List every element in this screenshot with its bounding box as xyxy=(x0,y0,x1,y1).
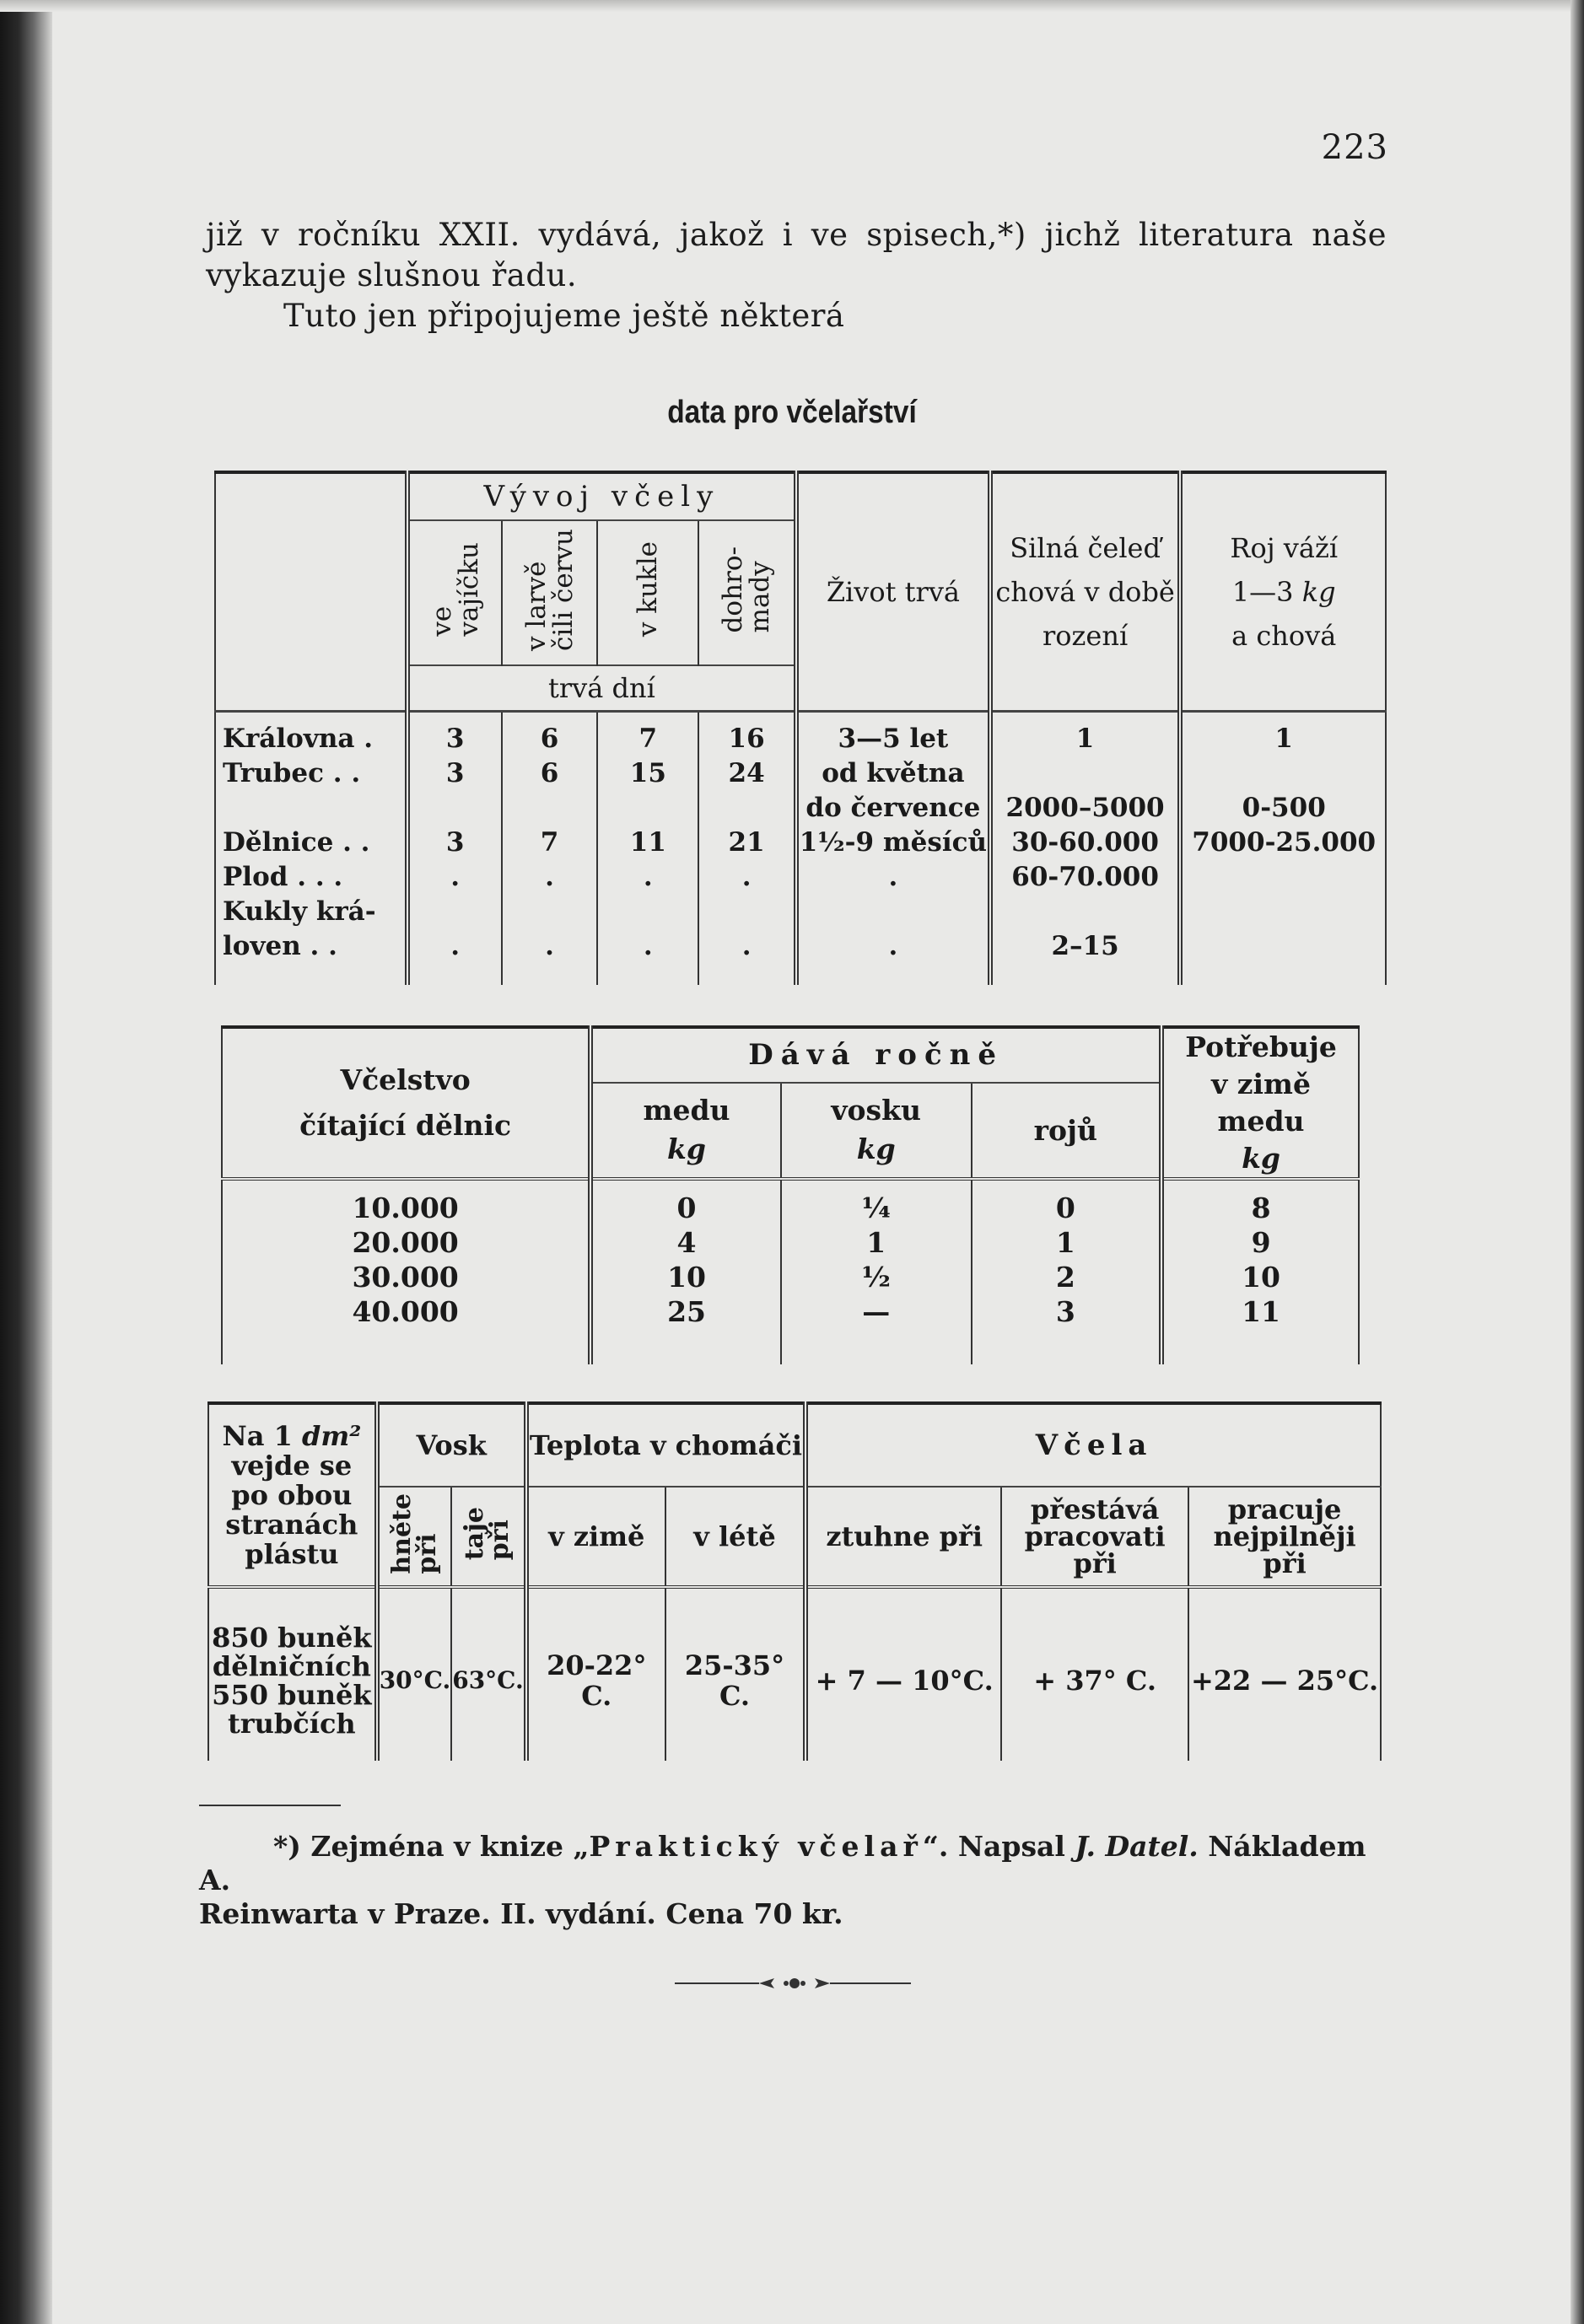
pupa-days xyxy=(597,788,698,823)
total-header: dohro- mady xyxy=(698,520,796,665)
honey-value: 25 xyxy=(590,1293,781,1327)
table-row xyxy=(222,1293,1359,1327)
pupa-days: 15 xyxy=(597,754,698,788)
table-row xyxy=(208,1600,1381,1761)
egg-days: . xyxy=(407,858,502,892)
life-span: 1½-9 měsíců xyxy=(796,823,990,858)
total-days: 21 xyxy=(698,823,796,858)
page-number: 223 xyxy=(1321,128,1388,167)
intro-paragraph-1: již v ročníku XXII. vydává, jakož i ve spisech,*) jichž literatura naše vykazuje slušnou řadu. xyxy=(206,217,1387,293)
row-label: Plod . . . xyxy=(215,858,407,892)
winter-honey-value: 10 xyxy=(1161,1258,1359,1293)
wax-value: ½ xyxy=(781,1258,972,1293)
swarms-value: 1 xyxy=(972,1224,1162,1258)
colony-count: 2–15 xyxy=(990,927,1181,961)
row-label: Kukly krá- xyxy=(215,892,407,927)
table-row xyxy=(215,719,1386,754)
summer-temp-value: 25-35° C. xyxy=(665,1600,805,1761)
swarms-value: 0 xyxy=(972,1189,1162,1224)
table-row xyxy=(215,927,1386,961)
knead-value: 30°C. xyxy=(377,1600,452,1761)
swarms-value: 2 xyxy=(972,1258,1162,1293)
egg-days: 3 xyxy=(407,823,502,858)
winter-honey-value: 9 xyxy=(1161,1224,1359,1258)
pupa-days: 11 xyxy=(597,823,698,858)
egg-header: ve vajíčku xyxy=(407,520,502,665)
melt-value: 63°C. xyxy=(451,1600,526,1761)
colony-count xyxy=(990,892,1181,927)
colony-count: 2000–5000 xyxy=(990,788,1181,823)
development-header: Vývoj včely xyxy=(407,472,796,520)
melt-header: taje při xyxy=(451,1487,526,1587)
honey-value: 4 xyxy=(590,1224,781,1258)
workers-value: 30.000 xyxy=(222,1258,590,1293)
life-span: . xyxy=(796,858,990,892)
larva-days: 7 xyxy=(502,823,598,858)
wax-temperature-table xyxy=(207,1401,1382,1761)
stiffens-value: + 7 — 10°C. xyxy=(805,1600,1001,1761)
swarms-value: 3 xyxy=(972,1293,1162,1327)
winter-temp-value: 20-22° C. xyxy=(526,1600,665,1761)
knead-header: hněte při xyxy=(377,1487,452,1587)
total-days xyxy=(698,788,796,823)
table-row xyxy=(215,892,1386,927)
wax-header: vosku kg xyxy=(781,1083,972,1179)
colony-yield-table xyxy=(221,1025,1360,1364)
pupa-days xyxy=(597,892,698,927)
larva-days: . xyxy=(502,927,598,961)
swarm-header: Roj váží 1—3 kg a chová xyxy=(1180,472,1386,712)
row-label xyxy=(215,788,407,823)
bee-header: Včela xyxy=(805,1403,1381,1487)
winter-honey-value: 11 xyxy=(1161,1293,1359,1327)
summer-temp-header: v létě xyxy=(665,1487,805,1587)
colony-count: 60-70.000 xyxy=(990,858,1181,892)
footnote: *) Zejména v knize „Praktický včelař“. Napsal J. Datel. Nákladem A. Reinwarta v Praze. II. vydání. Cena 70 kr. xyxy=(199,1830,1366,1930)
stops-working-header: přestává pracovati při xyxy=(1001,1487,1188,1587)
life-span: 3—5 let xyxy=(796,719,990,754)
swarm-count: 0-500 xyxy=(1180,788,1386,823)
row-label: Trubec . . xyxy=(215,754,407,788)
table-row xyxy=(215,788,1386,823)
table-row xyxy=(215,754,1386,788)
swarm-count xyxy=(1180,892,1386,927)
honey-value: 10 xyxy=(590,1258,781,1293)
pupa-days: . xyxy=(597,927,698,961)
intro-paragraph-2: Tuto jen připojujeme ještě některá xyxy=(283,298,845,334)
stops-working-value: + 37° C. xyxy=(1001,1600,1188,1761)
life-span: do července xyxy=(796,788,990,823)
larva-days xyxy=(502,788,598,823)
total-days: 16 xyxy=(698,719,796,754)
colony-count xyxy=(990,754,1181,788)
honey-value: 0 xyxy=(590,1189,781,1224)
wax-value: 1 xyxy=(781,1224,972,1258)
total-days: . xyxy=(698,927,796,961)
pupa-days: . xyxy=(597,858,698,892)
footnote-divider xyxy=(199,1805,341,1806)
table-row xyxy=(222,1224,1359,1258)
cells-header: Na 1 dm² vejde se po obou stranách plástu xyxy=(208,1403,377,1587)
stiffens-header: ztuhne při xyxy=(805,1487,1001,1587)
scan-right-edge xyxy=(1571,0,1584,2324)
life-header: Život trvá xyxy=(796,472,990,712)
yearly-yield-header: Dává ročně xyxy=(590,1027,1161,1083)
scan-top-edge xyxy=(0,0,1584,12)
swarm-count: 7000-25.000 xyxy=(1180,823,1386,858)
egg-days xyxy=(407,788,502,823)
colony-count: 1 xyxy=(990,719,1181,754)
wax-value: ¼ xyxy=(781,1189,972,1224)
intro-text xyxy=(206,215,1387,336)
swarms-header: rojů xyxy=(972,1083,1162,1179)
row-label: loven . . xyxy=(215,927,407,961)
life-span: od května xyxy=(796,754,990,788)
bee-development-table xyxy=(214,471,1387,985)
swarm-count xyxy=(1180,754,1386,788)
wax-value: — xyxy=(781,1293,972,1327)
winter-need-header: Potřebuje v zimě medu kg xyxy=(1161,1027,1359,1179)
cluster-temp-header: Teplota v chomáči xyxy=(526,1403,805,1487)
larva-days: . xyxy=(502,858,598,892)
pupa-header: v kukle xyxy=(597,520,698,665)
table-row xyxy=(222,1258,1359,1293)
cells-value: 850 buněk dělničních 550 buněk trubčích xyxy=(208,1600,377,1761)
pupa-days: 7 xyxy=(597,719,698,754)
larva-header: v larvě čili červu xyxy=(502,520,598,665)
works-best-value: +22 — 25°C. xyxy=(1188,1600,1381,1761)
duration-label: trvá dní xyxy=(407,665,796,712)
table-row xyxy=(215,823,1386,858)
workers-value: 10.000 xyxy=(222,1189,590,1224)
works-best-header: pracuje nejpilněji při xyxy=(1188,1487,1381,1587)
swarm-count xyxy=(1180,858,1386,892)
larva-days xyxy=(502,892,598,927)
egg-days: 3 xyxy=(407,754,502,788)
egg-days: . xyxy=(407,927,502,961)
total-days xyxy=(698,892,796,927)
workers-value: 40.000 xyxy=(222,1293,590,1327)
egg-days: 3 xyxy=(407,719,502,754)
scan-left-edge xyxy=(0,0,52,2324)
colony-header: Silná čeleď chová v době rození xyxy=(990,472,1181,712)
table-row xyxy=(222,1189,1359,1224)
honey-header: medu kg xyxy=(590,1083,781,1179)
life-span xyxy=(796,892,990,927)
workers-value: 20.000 xyxy=(222,1224,590,1258)
row-label: Královna . xyxy=(215,719,407,754)
colony-size-header: Včelstvo čítající dělnic xyxy=(222,1027,590,1179)
winter-temp-header: v zimě xyxy=(526,1487,665,1587)
larva-days: 6 xyxy=(502,754,598,788)
egg-days xyxy=(407,892,502,927)
swarm-count xyxy=(1180,927,1386,961)
swarm-count: 1 xyxy=(1180,719,1386,754)
winter-honey-value: 8 xyxy=(1161,1189,1359,1224)
section-title: data pro včelařství xyxy=(667,395,917,430)
wax-header: Vosk xyxy=(377,1403,526,1487)
life-span: . xyxy=(796,927,990,961)
total-days: . xyxy=(698,858,796,892)
table-row xyxy=(215,858,1386,892)
larva-days: 6 xyxy=(502,719,598,754)
total-days: 24 xyxy=(698,754,796,788)
end-ornament-icon xyxy=(675,1975,911,1992)
colony-count: 30-60.000 xyxy=(990,823,1181,858)
row-label: Dělnice . . xyxy=(215,823,407,858)
